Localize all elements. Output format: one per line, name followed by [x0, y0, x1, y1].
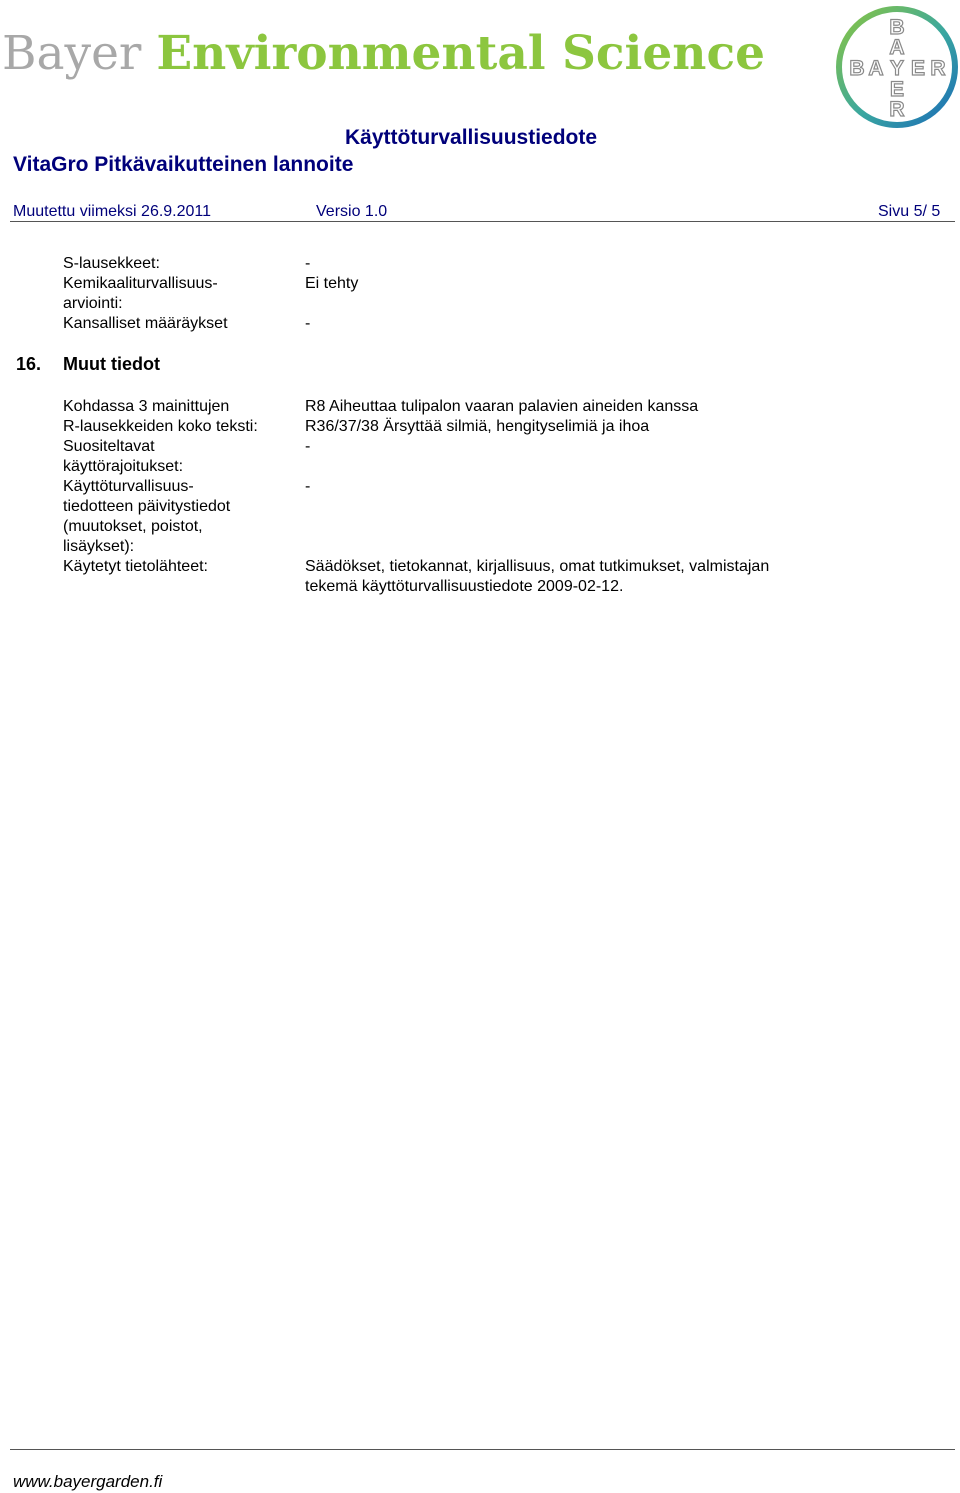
row-label: Kohdassa 3 mainittujen R-lausekkeiden koko teksti: — [63, 398, 258, 435]
document-type: Käyttöturvallisuustiedote — [345, 126, 598, 149]
product-name: VitaGro Pitkävaikutteinen lannoite — [13, 153, 354, 176]
section-number: 16. — [16, 354, 42, 374]
row-label: Suositeltavat käyttörajoitukset: — [63, 438, 184, 475]
row-label: Käyttöturvallisuus- tiedotteen päivitystiedot (muutokset, poistot, lisäykset): — [63, 478, 231, 555]
svg-text:B: B — [889, 16, 905, 39]
row-value: - — [305, 438, 311, 455]
row-value: Säädökset, tietokannat, kirjallisuus, omat tutkimukset, valmistajan tekemä käyttöturvallisuustiedote 2009-02-12. — [305, 558, 770, 595]
brand-title — [2, 26, 765, 81]
row-label: Käytetyt tietolähteet: — [63, 558, 208, 575]
row-label: S-lausekkeet: — [63, 255, 160, 272]
svg-text:R: R — [930, 57, 946, 80]
svg-text:A: A — [868, 57, 884, 80]
svg-text:E: E — [889, 78, 905, 101]
row-value: R8 Aiheuttaa tulipalon vaaran palavien aineiden kanssa R36/37/38 Ärsyttää silmiä, hengityselimiä ja ihoa — [305, 398, 699, 435]
brand-bayer: Bayer — [2, 26, 142, 81]
brand-environmental-science: Environmental Science — [156, 26, 765, 81]
footer-website-link[interactable]: www.bayergarden.fi — [13, 1472, 163, 1491]
row-label: Kemikaaliturvallisuus- arviointi: — [63, 275, 218, 312]
svg-text:E: E — [910, 57, 926, 80]
section-title: Muut tiedot — [63, 354, 160, 374]
svg-text:A: A — [889, 36, 905, 59]
row-label: Kansalliset määräykset — [63, 315, 228, 332]
header-divider — [10, 221, 955, 222]
row-value: Ei tehty — [305, 275, 359, 292]
svg-text:Y: Y — [889, 57, 905, 80]
svg-text:B: B — [849, 57, 865, 80]
footer-divider — [10, 1449, 955, 1450]
svg-text:R: R — [889, 98, 905, 121]
bayer-logo — [834, 4, 960, 130]
row-value: - — [305, 478, 311, 495]
row-value: - — [305, 315, 311, 332]
modified-date: Muutettu viimeksi 26.9.2011 — [13, 203, 212, 220]
page-number: Sivu 5/ 5 — [878, 203, 941, 220]
row-value: - — [305, 255, 311, 272]
version-label: Versio 1.0 — [316, 203, 388, 220]
